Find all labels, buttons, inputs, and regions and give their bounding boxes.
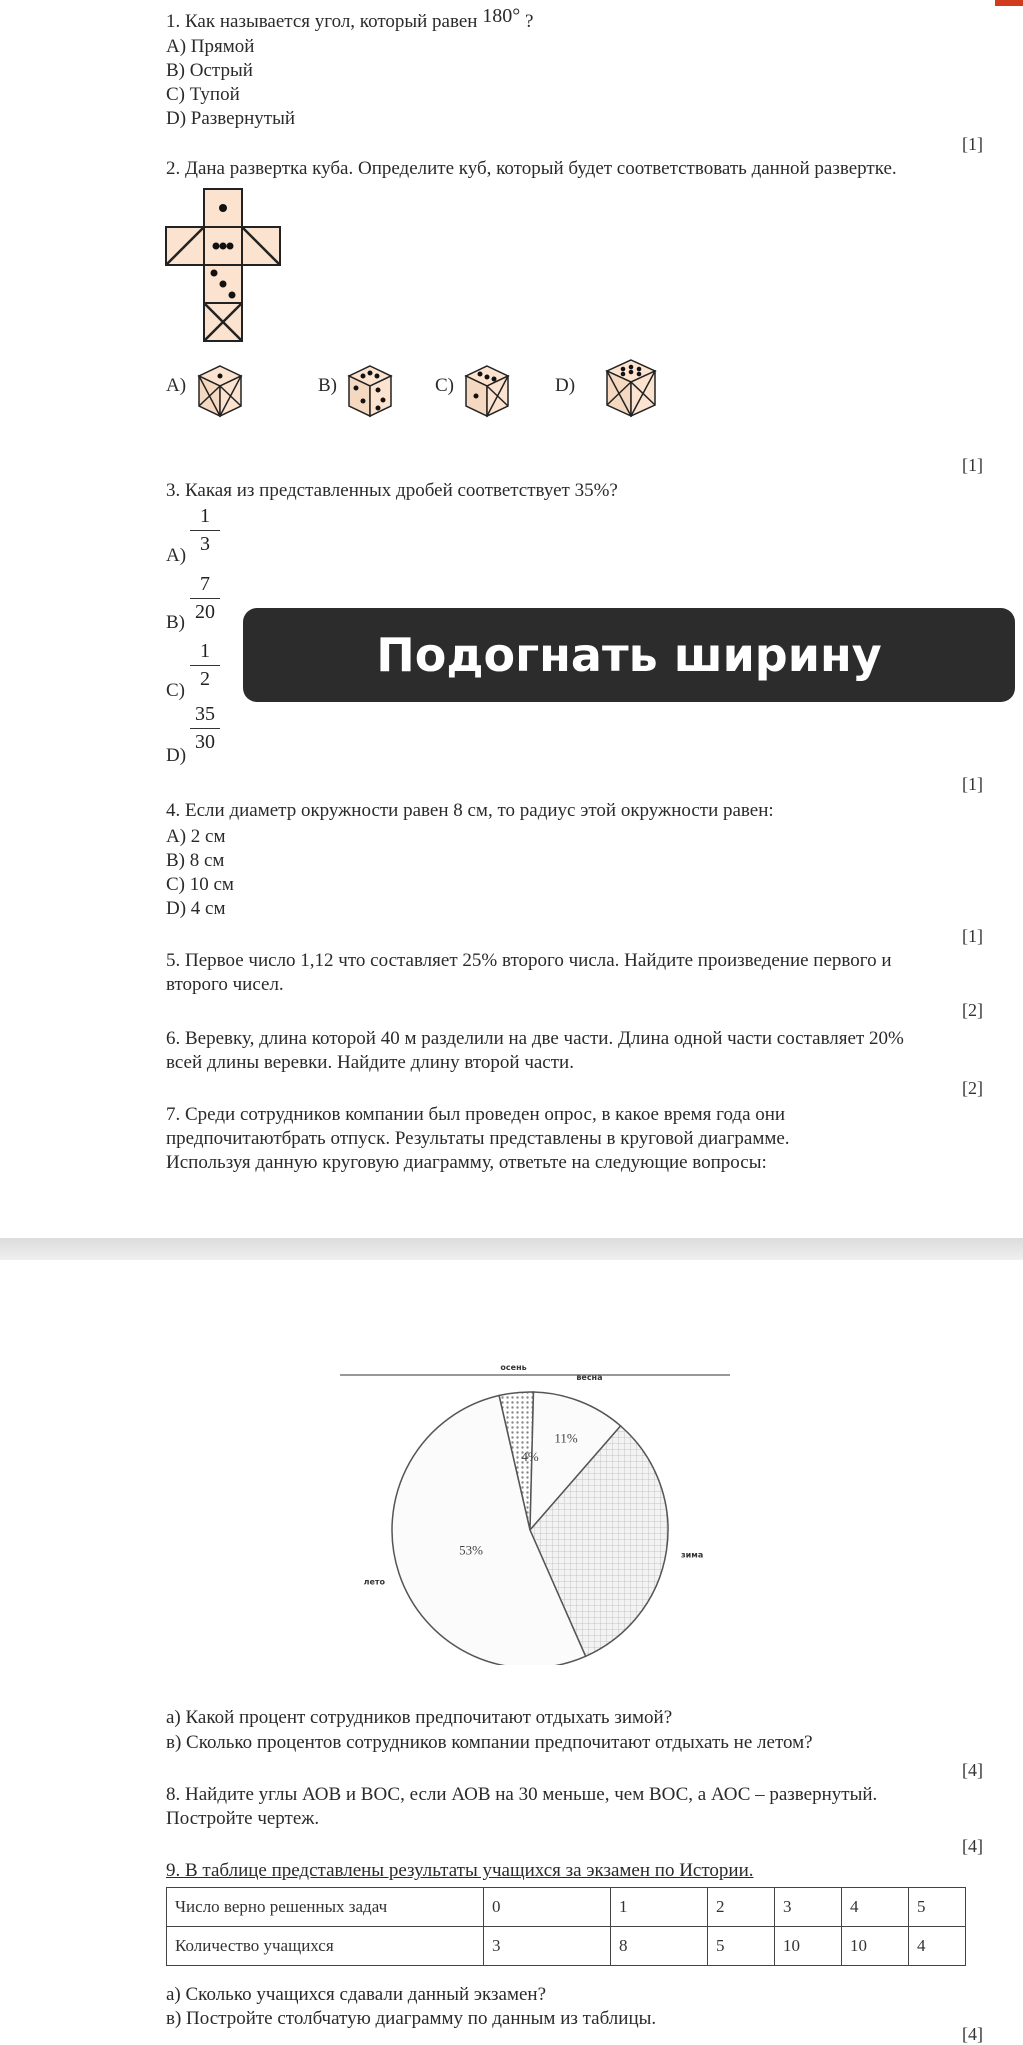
q1-option-b: В) Острый	[166, 60, 253, 81]
q9-question: 9. В таблице представлены результаты учащихся за экзамен по Истории.	[166, 1860, 754, 1881]
page-separator	[0, 1238, 1023, 1260]
table-row	[167, 1927, 966, 1966]
q2-option-a-label: А)	[166, 375, 187, 396]
results-table	[166, 1887, 966, 1966]
q8-line-2: Постройте чертеж.	[166, 1808, 320, 1829]
table-cell: 0	[484, 1888, 611, 1927]
q7-sub-b: в) Сколько процентов сотрудников компании предпочитают отдыхать не летом?	[166, 1732, 813, 1753]
q3-option-c-fraction: 1 2	[190, 640, 220, 691]
table-cell: Количество учащихся	[167, 1927, 484, 1966]
table-cell: 5	[909, 1888, 966, 1927]
q2-question: 2. Дана развертка куба. Определите куб, который будет соответствовать данной развертке.	[166, 158, 897, 179]
q7-mark: [4]	[962, 1760, 983, 1780]
q4-option-b: В) 8 см	[166, 850, 225, 871]
q9-sub-a: а) Сколько учащихся сдавали данный экзамен?	[166, 1984, 547, 2005]
table-cell: 5	[708, 1927, 775, 1966]
table-cell: 10	[842, 1927, 909, 1966]
q2-option-b-label: В)	[318, 375, 337, 396]
cube-option-b-icon	[345, 362, 395, 422]
q7-sub-a: а) Какой процент сотрудников предпочитают отдыхать зимой?	[166, 1707, 673, 1728]
q9-sub-b: в) Постройте столбчатую диаграмму по данным из таблицы.	[166, 2008, 657, 2029]
q3-question: 3. Какая из представленных дробей соответствует 35%?	[166, 480, 618, 501]
pie-category-label-лето: лето	[363, 1577, 386, 1587]
corner-marker	[995, 0, 1023, 6]
fit-page-width-toast[interactable]: Подогнать ширину страницы	[243, 608, 1015, 702]
q5-line-1: 5. Первое число 1,12 что составляет 25% второго числа. Найдите произведение первого и	[166, 950, 892, 971]
q3-option-c-label: С)	[166, 680, 185, 701]
q2-mark: [1]	[962, 455, 983, 475]
pie-category-label-осень: осень	[500, 1365, 527, 1372]
q4-question: 4. Если диаметр окружности равен 8 см, то радиус этой окружности равен:	[166, 800, 774, 821]
q7-line-3: Используя данную круговую диаграмму, ответьте на следующие вопросы:	[166, 1152, 767, 1173]
q3-option-b-fraction: 7 20	[190, 573, 220, 624]
q6-line-2: всей длины веревки. Найдите длину второй части.	[166, 1052, 574, 1073]
pie-category-label-зима: зима	[681, 1550, 704, 1560]
table-cell: 10	[775, 1927, 842, 1966]
table-cell: 8	[611, 1927, 708, 1966]
pie-value-label-осень: 4%	[521, 1449, 539, 1465]
q3-option-a-fraction: 1 3	[190, 505, 220, 556]
q3-option-d-label: D)	[166, 745, 187, 766]
q4-option-a: А) 2 см	[166, 826, 226, 847]
q1-question: 1. Как называется угол, который равен 180° ?	[166, 5, 534, 32]
table-cell: 4	[842, 1888, 909, 1927]
pie-chart	[330, 1365, 730, 1665]
q6-mark: [2]	[962, 1078, 983, 1098]
q5-mark: [2]	[962, 1000, 983, 1020]
q3-option-b-label: В)	[166, 612, 185, 633]
cube-option-d-icon	[603, 356, 659, 422]
q7-line-1: 7. Среди сотрудников компании был проведен опрос, в какое время года они	[166, 1104, 786, 1125]
q1-option-d: D) Развернутый	[166, 108, 296, 129]
q1-option-c: С) Тупой	[166, 84, 240, 105]
q2-option-c-label: С)	[435, 375, 454, 396]
q8-mark: [4]	[962, 1836, 983, 1856]
q9-mark: [4]	[962, 2024, 983, 2044]
q8-line-1: 8. Найдите углы АОВ и ВОС, если АОВ на 30 меньше, чем ВОС, а АОС – развернутый.	[166, 1784, 878, 1805]
cube-option-a-icon	[195, 362, 245, 422]
q3-option-d-fraction: 35 30	[190, 703, 220, 754]
table-cell: 3	[775, 1888, 842, 1927]
table-cell: 2	[708, 1888, 775, 1927]
pie-value-label-лето: 53%	[459, 1542, 483, 1558]
pie-value-label-весна: 11%	[554, 1430, 578, 1446]
table-cell: 4	[909, 1927, 966, 1966]
q2-option-d-label: D)	[555, 375, 576, 396]
table-cell: Число верно решенных задач	[167, 1888, 484, 1927]
q1-option-a: А) Прямой	[166, 36, 255, 57]
q4-option-d: D) 4 см	[166, 898, 226, 919]
q5-line-2: второго чисел.	[166, 974, 284, 995]
pie-category-label-весна: весна	[576, 1373, 603, 1383]
cube-option-c-icon	[462, 362, 512, 422]
cube-net-diagram	[160, 185, 290, 343]
q4-option-c: С) 10 см	[166, 874, 234, 895]
table-cell: 3	[484, 1927, 611, 1966]
q3-option-a-label: А)	[166, 545, 187, 566]
q7-line-2: предпочитаютбрать отпуск. Результаты представлены в круговой диаграмме.	[166, 1128, 790, 1149]
table-row	[167, 1888, 966, 1927]
q3-mark: [1]	[962, 774, 983, 794]
q1-mark: [1]	[962, 134, 983, 154]
q6-line-1: 6. Веревку, длина которой 40 м разделили на две части. Длина одной части составляет 20%	[166, 1028, 904, 1049]
q4-mark: [1]	[962, 926, 983, 946]
table-cell: 1	[611, 1888, 708, 1927]
